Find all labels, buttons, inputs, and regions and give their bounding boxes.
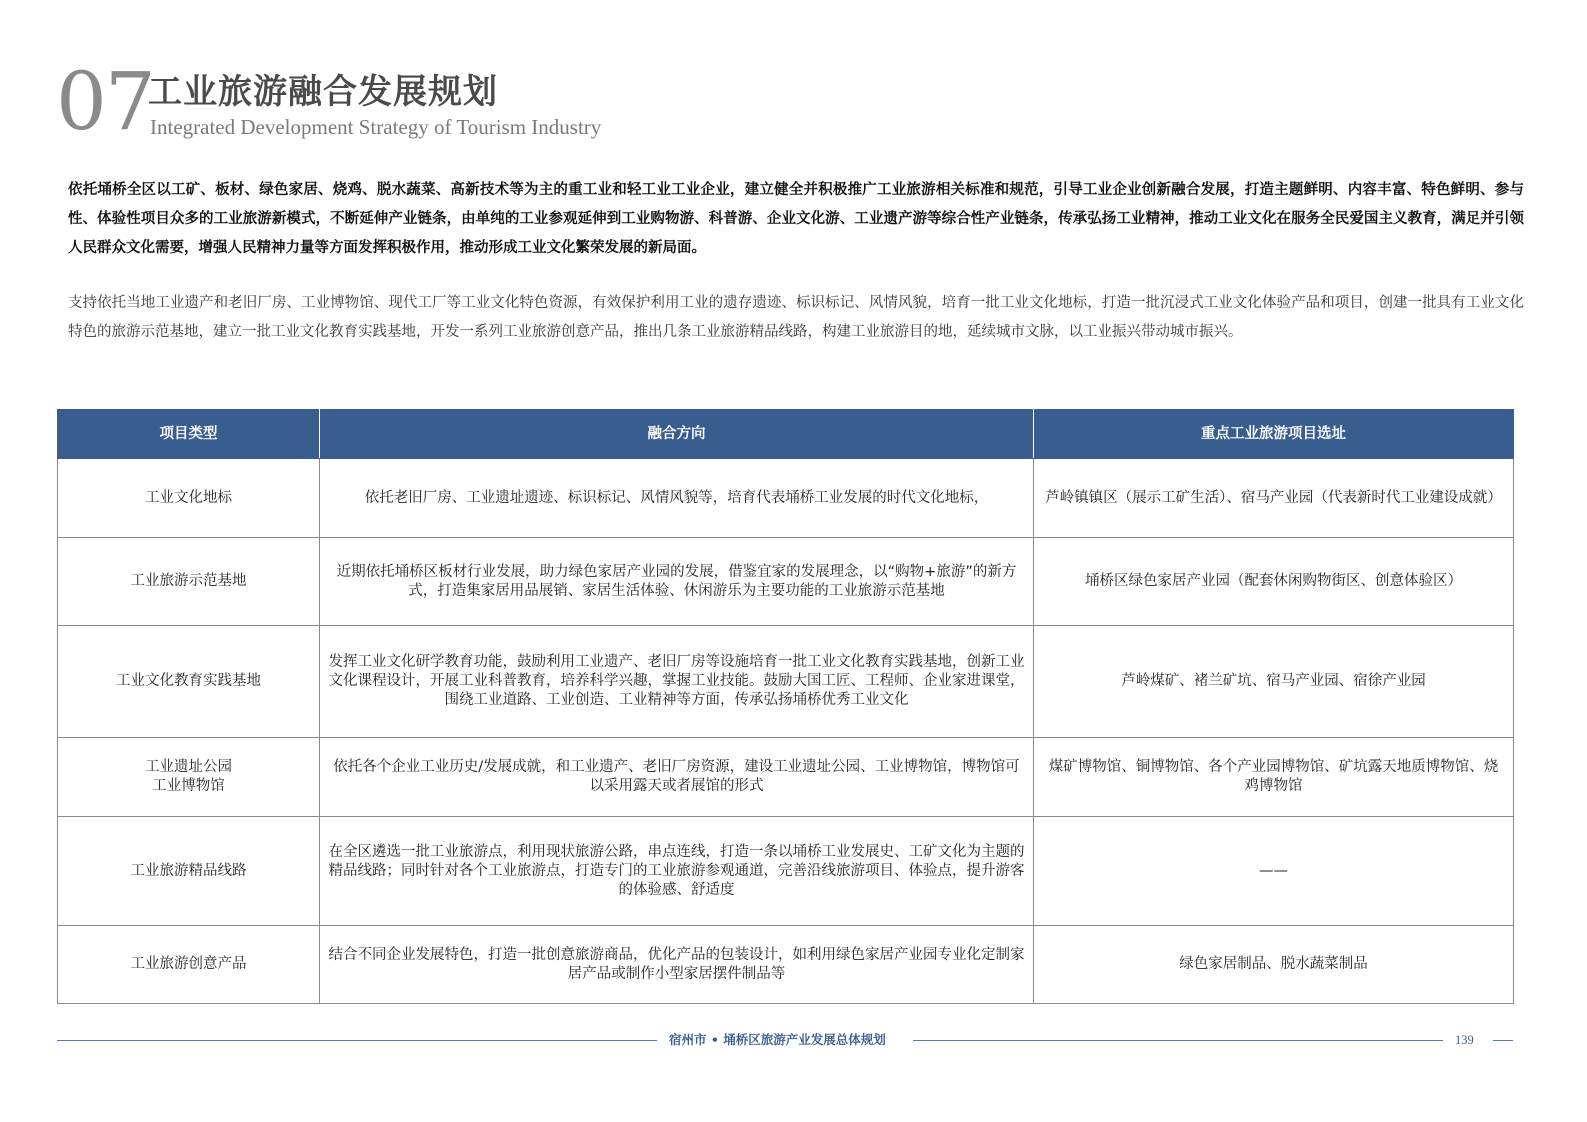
cell-project-type: 工业文化地标: [58, 459, 320, 538]
cell-site: 绿色家居制品、脱水蔬菜制品: [1034, 926, 1514, 1004]
table-row: [58, 538, 1514, 626]
page-title: 工业旅游融合发展规划: [148, 72, 498, 112]
cell-direction: 结合不同企业发展特色，打造一批创意旅游商品，优化产品的包装设计，如利用绿色家居产业园专业化定制家居产品或制作小型家居摆件制品等: [320, 926, 1034, 1004]
cell-site: 芦岭煤矿、褚兰矿坑、宿马产业园、宿徐产业园: [1034, 626, 1514, 738]
table-row: [58, 738, 1514, 817]
cell-site: 埇桥区绿色家居产业园（配套休闲购物街区、创意体验区）: [1034, 538, 1514, 626]
intro-paragraph: 支持依托当地工业遗产和老旧厂房、工业博物馆、现代工厂等工业文化特色资源，有效保护利用工业的遗存遗迹、标识标记、风情风貌，培育一批工业文化地标，打造一批沉浸式工业文化体验产品和项目，创建一批具有工业文化特色的旅游示范基地，建立一批工业文化教育实践基地，开发一系列工业旅游创意产品，推出几条工业旅游精品线路，构建工业旅游目的地，延续城市文脉，以工业振兴带动城市振兴。: [68, 295, 1524, 340]
cell-direction: 依托各个企业工业历史/发展成就，和工业遗产、老旧厂房资源，建设工业遗址公园、工业博物馆，博物馆可以采用露天或者展馆的形式: [320, 738, 1034, 817]
footer-rule-middle: [913, 1040, 1443, 1041]
footer-rule-left: [57, 1040, 657, 1041]
cell-direction: 在全区遴选一批工业旅游点，利用现状旅游公路，串点连线，打造一条以埇桥工业发展史、工矿文化为主题的精品线路；同时针对各个工业旅游点，打造专门的工业旅游参观通道，完善沿线旅游项目、体验点，提升游客的体验感、舒适度: [320, 817, 1034, 926]
table-header-row: [58, 410, 1514, 459]
cell-project-type: 工业遗址公园 工业博物馆: [58, 738, 320, 817]
page-footer: [57, 1030, 1513, 1050]
header-integration-direction: 融合方向: [320, 410, 1034, 459]
table-row: [58, 926, 1514, 1004]
cell-site: ——: [1034, 817, 1514, 926]
cell-direction: 发挥工业文化研学教育功能，鼓励利用工业遗产、老旧厂房等设施培育一批工业文化教育实践基地，创新工业文化课程设计，开展工业科普教育，培养科学兴趣，掌握工业技能。鼓励大国工匠、工程师、企业家进课堂，围绕工业道路、工业创造、工业精神等方面，传承弘扬埇桥优秀工业文化: [320, 626, 1034, 738]
cell-site: 煤矿博物馆、铜博物馆、各个产业园博物馆、矿坑露天地质博物馆、烧鸡博物馆: [1034, 738, 1514, 817]
project-table: [57, 409, 1513, 1004]
cell-site: 芦岭镇镇区（展示工矿生活）、宿马产业园（代表新时代工业建设成就）: [1034, 459, 1514, 538]
cell-project-type: 工业文化教育实践基地: [58, 626, 320, 738]
footer-rule-right: [1493, 1040, 1513, 1041]
cell-project-type: 工业旅游精品线路: [58, 817, 320, 926]
cell-project-type: 工业旅游创意产品: [58, 926, 320, 1004]
header-project-type: 项目类型: [58, 410, 320, 459]
page-number: 139: [1455, 1033, 1474, 1047]
footer-title: 宿州市 • 埇桥区旅游产业发展总体规划: [669, 1032, 886, 1047]
chapter-number: 07: [56, 55, 154, 148]
header-project-site: 重点工业旅游项目选址: [1034, 410, 1514, 459]
table-row: [58, 459, 1514, 538]
table-row: [58, 817, 1514, 926]
cell-direction: 近期依托埇桥区板材行业发展，助力绿色家居产业园的发展，借鉴宜家的发展理念，以“购物+旅游”的新方式，打造集家居用品展销、家居生活体验、休闲游乐为主要功能的工业旅游示范基地: [320, 538, 1034, 626]
intro-paragraph-bold: 依托埇桥全区以工矿、板材、绿色家居、烧鸡、脱水蔬菜、高新技术等为主的重工业和轻工业工业企业，建立健全并积极推广工业旅游相关标准和规范，引导工业企业创新融合发展，打造主题鲜明、内容丰富、特色鲜明、参与性、体验性项目众多的工业旅游新模式，不断延伸产业链条，由单纯的工业参观延伸到工业购物游、科普游、企业文化游、工业遗产游等综合性产业链条，传承弘扬工业精神，推动工业文化在服务全民爱国主义教育，满足并引领人民群众文化需要，增强人民精神力量等方面发挥积极作用，推动形成工业文化繁荣发展的新局面。: [68, 182, 1524, 256]
table-row: [58, 626, 1514, 738]
cell-project-type: 工业旅游示范基地: [58, 538, 320, 626]
chapter-header: [56, 55, 856, 152]
page-subtitle: Integrated Development Strategy of Tourism Industry: [150, 115, 602, 139]
cell-direction: 依托老旧厂房、工业遗址遗迹、标识标记、风情风貌等，培育代表埇桥工业发展的时代文化地标，: [320, 459, 1034, 538]
